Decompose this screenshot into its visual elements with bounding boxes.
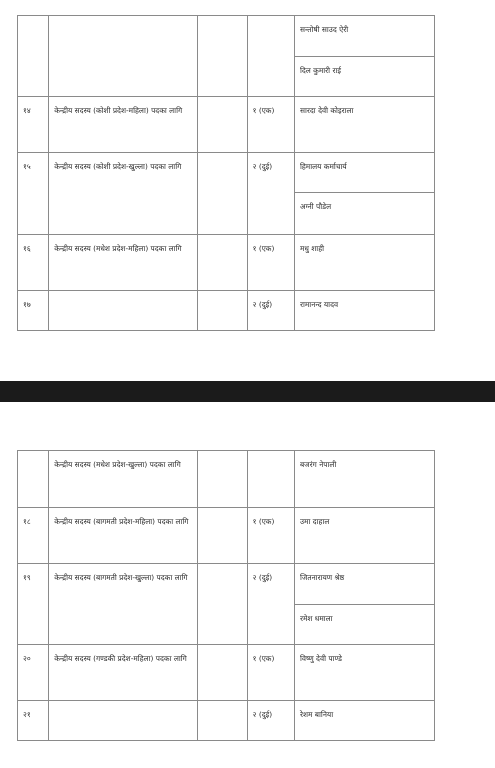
serial-cell: १७ [18, 291, 49, 331]
serial-cell: १९ [18, 564, 49, 645]
serial-cell: १८ [18, 508, 49, 564]
candidate-name-cell: बजरंग नेपाली [294, 451, 434, 508]
table-row [18, 235, 435, 291]
empty-cell [198, 645, 247, 701]
table-row [18, 97, 435, 153]
serial-cell: १४ [18, 97, 49, 153]
empty-cell [198, 564, 247, 645]
page-divider [0, 381, 495, 402]
serial-cell: २१ [18, 701, 49, 741]
serial-cell: १५ [18, 153, 49, 235]
post-cell: केन्द्रीय सदस्य (मधेश प्रदेश-खुल्ला) पदका लागि [49, 451, 198, 508]
table-row [18, 508, 435, 564]
table-row [18, 291, 435, 331]
candidate-name-cell: रेशम बानिया [294, 701, 434, 741]
count-cell [247, 16, 294, 97]
table-row [18, 16, 435, 57]
post-cell: केन्द्रीय सदस्य (मधेश प्रदेश-महिला) पदका लागि [49, 235, 198, 291]
table-row [18, 701, 435, 741]
roster-table-top [17, 15, 435, 331]
serial-cell [18, 451, 49, 508]
table-row [18, 153, 435, 193]
serial-cell [18, 16, 49, 97]
serial-cell: १६ [18, 235, 49, 291]
page-top [0, 0, 495, 381]
count-cell: २ (दुई) [247, 153, 294, 235]
post-cell: केन्द्रीय सदस्य (गण्डकी प्रदेश-महिला) पदका लागि [49, 645, 198, 701]
candidate-name-cell: उमा दाहाल [294, 508, 434, 564]
empty-cell [198, 291, 247, 331]
count-cell: २ (दुई) [247, 564, 294, 645]
count-cell: १ (एक) [247, 508, 294, 564]
count-cell: १ (एक) [247, 97, 294, 153]
count-cell: २ (दुई) [247, 701, 294, 741]
empty-cell [198, 701, 247, 741]
candidate-name-cell: अग्नी पौडेल [294, 193, 434, 235]
page-bottom [0, 402, 495, 768]
candidate-name-cell: जितनारायण श्रेष्ठ [294, 564, 434, 605]
post-cell: केन्द्रीय सदस्य (कोशी प्रदेश-महिला) पदका लागि [49, 97, 198, 153]
table-row [18, 451, 435, 508]
post-cell: केन्द्रीय सदस्य (कोशी प्रदेश-खुल्ला) पदका लागि [49, 153, 198, 235]
empty-cell [198, 97, 247, 153]
serial-cell: २० [18, 645, 49, 701]
empty-cell [198, 235, 247, 291]
table-row [18, 645, 435, 701]
post-cell: केन्द्रीय सदस्य (बागमती प्रदेश-खुल्ला) पदका लागि [49, 564, 198, 645]
post-cell: केन्द्रीय सदस्य (बागमती प्रदेश-महिला) पदका लागि [49, 508, 198, 564]
count-cell: २ (दुई) [247, 291, 294, 331]
candidate-name-cell: दिल कुमारी राई [294, 57, 434, 97]
candidate-name-cell: विष्णु देवी पाण्डे [294, 645, 434, 701]
candidate-name-cell: रामानन्द यादव [294, 291, 434, 331]
post-cell [49, 701, 198, 741]
candidate-name-cell: मधु शाही [294, 235, 434, 291]
count-cell: १ (एक) [247, 645, 294, 701]
candidate-name-cell: हिमालय कर्माचार्य [294, 153, 434, 193]
empty-cell [198, 451, 247, 508]
count-cell [247, 451, 294, 508]
count-cell: १ (एक) [247, 235, 294, 291]
candidate-name-cell: रमेश धमाला [294, 605, 434, 645]
empty-cell [198, 508, 247, 564]
candidate-name-cell: सन्तोषी साउद ऐरी [294, 16, 434, 57]
roster-table-bottom [17, 450, 435, 741]
post-cell [49, 291, 198, 331]
empty-cell [198, 16, 247, 97]
empty-cell [198, 153, 247, 235]
post-cell [49, 16, 198, 97]
candidate-name-cell: सारदा देवी कोइराला [294, 97, 434, 153]
table-row [18, 564, 435, 605]
